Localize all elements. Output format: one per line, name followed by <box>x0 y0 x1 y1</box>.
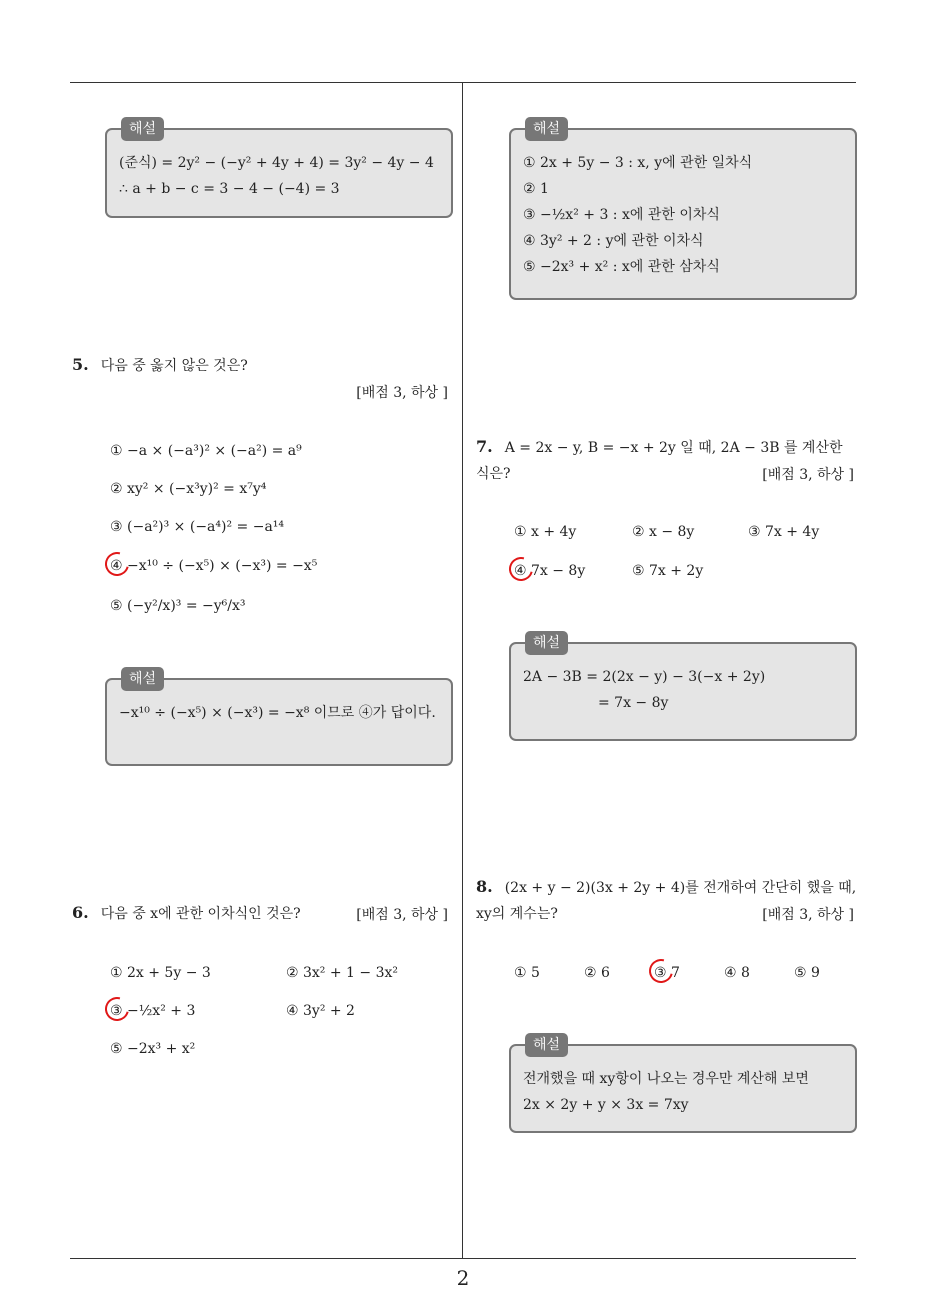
solution-line: 2A − 3B = 2(2x − y) − 3(−x + 2y) <box>523 669 766 685</box>
choice-3[interactable]: ③ 7x + 4y <box>748 524 820 540</box>
solution-box-q8 <box>509 1037 857 1133</box>
choice-3[interactable]: ③ 7 <box>654 965 680 981</box>
choice-4[interactable]: ④ 7x − 8y <box>514 563 586 579</box>
solution-box-q7 <box>509 635 857 741</box>
column-divider <box>462 82 463 1258</box>
question-text: 다음 중 옳지 않은 것은? <box>100 358 248 374</box>
solution-line: = 7x − 8y <box>598 695 669 711</box>
question-text: (2x + y − 2)(3x + 2y + 4)를 전개하여 간단히 했을 때, xy의 계수는? <box>476 880 857 922</box>
choice-1[interactable]: ① 5 <box>514 965 540 981</box>
choice-4[interactable]: ④ −x¹⁰ ÷ (−x⁵) × (−x³) = −x⁵ <box>110 558 318 574</box>
choice-5[interactable]: ⑤ (−y²/x)³ = −y⁶/x³ <box>110 598 246 614</box>
solution-line: ④ 3y² + 2 : y에 관한 이차식 <box>523 233 704 249</box>
solution-tag: 해설 <box>525 1033 568 1057</box>
question-meta: [배점 3, 하상 ] <box>356 385 448 401</box>
solution-box-q6 <box>509 121 857 300</box>
top-rule <box>70 82 856 83</box>
page-number: 2 <box>456 1266 470 1290</box>
choice-2[interactable]: ② 3x² + 1 − 3x² <box>286 965 398 981</box>
question-text: A = 2x − y, B = −x + 2y 일 때, 2A − 3B 를 계산한 식은? <box>476 440 843 482</box>
question-number: 5. <box>72 355 89 374</box>
question-meta: [배점 3, 하상 ] <box>762 467 854 483</box>
question-number: 7. <box>476 437 493 456</box>
question-5 <box>72 352 452 379</box>
solution-tag: 해설 <box>525 117 568 141</box>
choice-2[interactable]: ② x − 8y <box>632 524 695 540</box>
solution-box-q5 <box>105 671 453 766</box>
solution-line: ② 1 <box>523 181 549 197</box>
bottom-rule <box>70 1258 856 1259</box>
question-meta: [배점 3, 하상 ] <box>356 907 448 923</box>
solution-line: ∴ a + b − c = 3 − 4 − (−4) = 3 <box>119 181 340 197</box>
solution-line: ③ −½x² + 3 : x에 관한 이차식 <box>523 207 720 223</box>
question-meta: [배점 3, 하상 ] <box>762 907 854 923</box>
solution-text: −x¹⁰ ÷ (−x⁵) × (−x³) = −x⁸ 이므로 ④가 답이다. <box>119 705 436 721</box>
choice-2[interactable]: ② xy² × (−x³y)² = x⁷y⁴ <box>110 481 267 497</box>
choice-3[interactable]: ③ −½x² + 3 <box>110 1003 196 1019</box>
solution-box-q4 <box>105 121 453 218</box>
solution-tag: 해설 <box>121 117 164 141</box>
solution-line: (준식) = 2y² − (−y² + 4y + 4) = 3y² − 4y − 4 <box>119 155 434 171</box>
choice-1[interactable]: ① x + 4y <box>514 524 577 540</box>
choice-5[interactable]: ⑤ −2x³ + x² <box>110 1041 196 1057</box>
choice-5[interactable]: ⑤ 7x + 2y <box>632 563 704 579</box>
question-text: 다음 중 x에 관한 이차식인 것은? <box>100 906 301 922</box>
choice-5[interactable]: ⑤ 9 <box>794 965 820 981</box>
choice-1[interactable]: ① 2x + 5y − 3 <box>110 965 211 981</box>
solution-line: 2x × 2y + y × 3x = 7xy <box>523 1097 689 1113</box>
choice-3[interactable]: ③ (−a²)³ × (−a⁴)² = −a¹⁴ <box>110 519 285 535</box>
solution-line: ⑤ −2x³ + x² : x에 관한 삼차식 <box>523 259 720 275</box>
choice-4[interactable]: ④ 3y² + 2 <box>286 1003 355 1019</box>
question-number: 8. <box>476 877 493 896</box>
choice-1[interactable]: ① −a × (−a³)² × (−a²) = a⁹ <box>110 443 302 459</box>
question-number: 6. <box>72 903 89 922</box>
solution-line: ① 2x + 5y − 3 : x, y에 관한 일차식 <box>523 155 753 171</box>
solution-tag: 해설 <box>121 667 164 691</box>
solution-line: 전개했을 때 xy항이 나오는 경우만 계산해 보면 <box>523 1071 809 1087</box>
choice-2[interactable]: ② 6 <box>584 965 610 981</box>
solution-tag: 해설 <box>525 631 568 655</box>
choice-4[interactable]: ④ 8 <box>724 965 750 981</box>
question-6 <box>72 900 372 927</box>
